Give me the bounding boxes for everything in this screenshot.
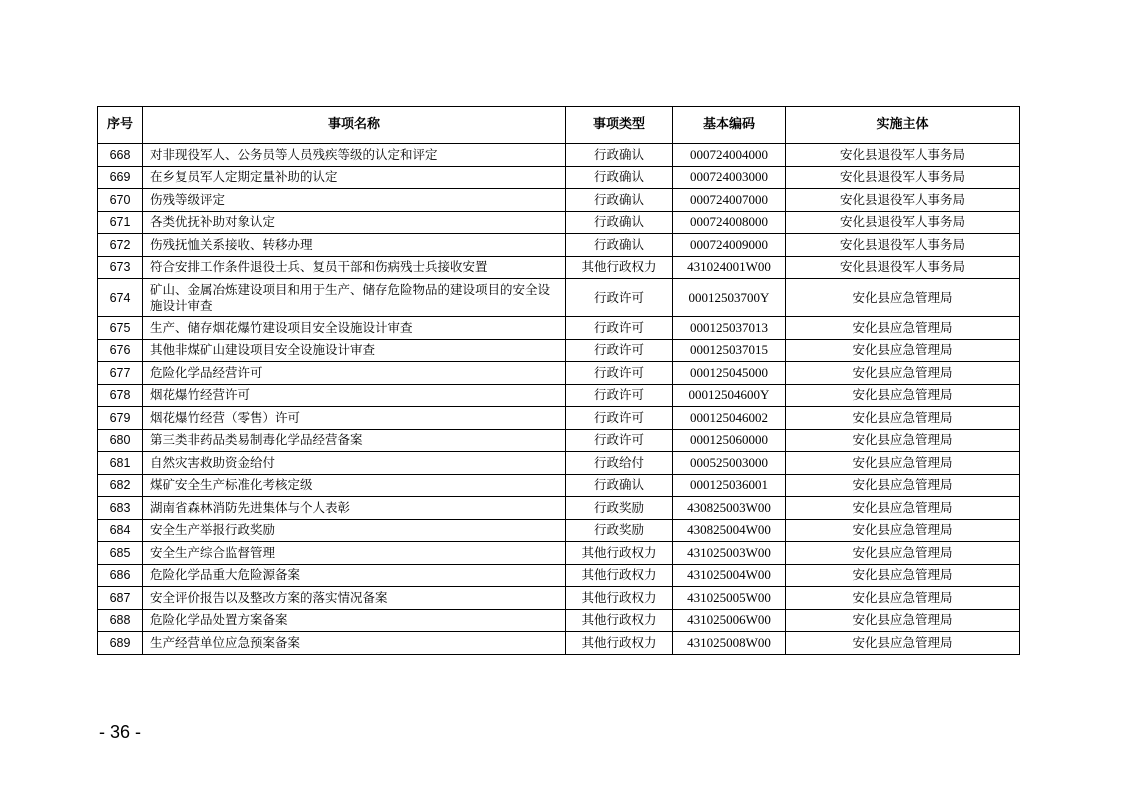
cell-org: 安化县应急管理局 — [786, 497, 1020, 520]
cell-org: 安化县应急管理局 — [786, 339, 1020, 362]
cell-org: 安化县退役军人事务局 — [786, 234, 1020, 257]
cell-name: 烟花爆竹经营（零售）许可 — [143, 407, 566, 430]
table-row — [98, 497, 1020, 520]
cell-name: 安全生产举报行政奖励 — [143, 519, 566, 542]
cell-type: 行政许可 — [566, 429, 673, 452]
cell-code: 000125060000 — [673, 429, 786, 452]
cell-org: 安化县应急管理局 — [786, 452, 1020, 475]
table-row — [98, 317, 1020, 340]
cell-type: 行政给付 — [566, 452, 673, 475]
cell-no: 673 — [98, 256, 143, 279]
cell-type: 行政奖励 — [566, 497, 673, 520]
table-row — [98, 587, 1020, 610]
cell-type: 行政确认 — [566, 474, 673, 497]
cell-code: 430825003W00 — [673, 497, 786, 520]
cell-type: 行政确认 — [566, 189, 673, 212]
table-row — [98, 407, 1020, 430]
cell-org: 安化县应急管理局 — [786, 279, 1020, 317]
cell-no: 671 — [98, 211, 143, 234]
cell-org: 安化县应急管理局 — [786, 407, 1020, 430]
cell-no: 686 — [98, 564, 143, 587]
cell-org: 安化县应急管理局 — [786, 564, 1020, 587]
cell-no: 689 — [98, 632, 143, 655]
cell-org: 安化县退役军人事务局 — [786, 144, 1020, 167]
cell-name: 符合安排工作条件退役士兵、复员干部和伤病残士兵接收安置 — [143, 256, 566, 279]
cell-code: 000125046002 — [673, 407, 786, 430]
cell-name: 烟花爆竹经营许可 — [143, 384, 566, 407]
cell-no: 677 — [98, 362, 143, 385]
table-row — [98, 542, 1020, 565]
cell-no: 672 — [98, 234, 143, 257]
cell-name: 矿山、金属冶炼建设项目和用于生产、储存危险物品的建设项目的安全设施设计审查 — [143, 279, 566, 317]
cell-code: 00012504600Y — [673, 384, 786, 407]
cell-org: 安化县应急管理局 — [786, 384, 1020, 407]
cell-type: 其他行政权力 — [566, 632, 673, 655]
table-body — [98, 144, 1020, 655]
cell-org: 安化县退役军人事务局 — [786, 211, 1020, 234]
table-row — [98, 429, 1020, 452]
cell-type: 其他行政权力 — [566, 564, 673, 587]
cell-org: 安化县退役军人事务局 — [786, 256, 1020, 279]
cell-code: 00012503700Y — [673, 279, 786, 317]
cell-org: 安化县应急管理局 — [786, 474, 1020, 497]
cell-org: 安化县应急管理局 — [786, 519, 1020, 542]
cell-type: 行政许可 — [566, 279, 673, 317]
cell-name: 伤残抚恤关系接收、转移办理 — [143, 234, 566, 257]
header-org: 实施主体 — [786, 107, 1020, 144]
cell-code: 000125036001 — [673, 474, 786, 497]
cell-no: 670 — [98, 189, 143, 212]
cell-org: 安化县应急管理局 — [786, 317, 1020, 340]
cell-code: 000724008000 — [673, 211, 786, 234]
cell-org: 安化县应急管理局 — [786, 609, 1020, 632]
cell-no: 682 — [98, 474, 143, 497]
table-row — [98, 474, 1020, 497]
header-no: 序号 — [98, 107, 143, 144]
cell-no: 685 — [98, 542, 143, 565]
cell-code: 431025003W00 — [673, 542, 786, 565]
cell-name: 对非现役军人、公务员等人员残疾等级的认定和评定 — [143, 144, 566, 167]
table-row — [98, 234, 1020, 257]
cell-no: 688 — [98, 609, 143, 632]
header-type: 事项类型 — [566, 107, 673, 144]
cell-code: 000525003000 — [673, 452, 786, 475]
cell-org: 安化县应急管理局 — [786, 542, 1020, 565]
cell-name: 其他非煤矿山建设项目安全设施设计审查 — [143, 339, 566, 362]
cell-code: 431024001W00 — [673, 256, 786, 279]
cell-type: 行政确认 — [566, 144, 673, 167]
cell-type: 其他行政权力 — [566, 587, 673, 610]
table-row — [98, 279, 1020, 317]
cell-code: 431025006W00 — [673, 609, 786, 632]
cell-code: 431025005W00 — [673, 587, 786, 610]
cell-no: 681 — [98, 452, 143, 475]
cell-type: 其他行政权力 — [566, 542, 673, 565]
cell-type: 行政许可 — [566, 384, 673, 407]
cell-name: 湖南省森林消防先进集体与个人表彰 — [143, 497, 566, 520]
cell-name: 在乡复员军人定期定量补助的认定 — [143, 166, 566, 189]
cell-code: 000125037015 — [673, 339, 786, 362]
header-name: 事项名称 — [143, 107, 566, 144]
cell-name: 安全评价报告以及整改方案的落实情况备案 — [143, 587, 566, 610]
cell-org: 安化县退役军人事务局 — [786, 166, 1020, 189]
cell-name: 危险化学品经营许可 — [143, 362, 566, 385]
table-row — [98, 166, 1020, 189]
cell-no: 674 — [98, 279, 143, 317]
cell-no: 687 — [98, 587, 143, 610]
cell-code: 000125037013 — [673, 317, 786, 340]
cell-name: 危险化学品重大危险源备案 — [143, 564, 566, 587]
cell-name: 自然灾害救助资金给付 — [143, 452, 566, 475]
cell-name: 各类优抚补助对象认定 — [143, 211, 566, 234]
cell-org: 安化县应急管理局 — [786, 362, 1020, 385]
table-row — [98, 452, 1020, 475]
cell-name: 第三类非药品类易制毒化学品经营备案 — [143, 429, 566, 452]
cell-org: 安化县应急管理局 — [786, 429, 1020, 452]
table-row — [98, 632, 1020, 655]
cell-name: 伤残等级评定 — [143, 189, 566, 212]
cell-name: 煤矿安全生产标准化考核定级 — [143, 474, 566, 497]
cell-type: 行政确认 — [566, 211, 673, 234]
cell-type: 行政确认 — [566, 234, 673, 257]
cell-code: 431025008W00 — [673, 632, 786, 655]
cell-code: 000724004000 — [673, 144, 786, 167]
table-row — [98, 256, 1020, 279]
table-header-row — [98, 107, 1020, 144]
cell-no: 676 — [98, 339, 143, 362]
table-row — [98, 211, 1020, 234]
cell-org: 安化县应急管理局 — [786, 587, 1020, 610]
cell-type: 行政许可 — [566, 339, 673, 362]
cell-code: 000125045000 — [673, 362, 786, 385]
header-code: 基本编码 — [673, 107, 786, 144]
cell-code: 000724003000 — [673, 166, 786, 189]
cell-no: 675 — [98, 317, 143, 340]
table-row — [98, 339, 1020, 362]
cell-type: 行政许可 — [566, 317, 673, 340]
cell-no: 668 — [98, 144, 143, 167]
table-row — [98, 609, 1020, 632]
table-row — [98, 384, 1020, 407]
cell-code: 431025004W00 — [673, 564, 786, 587]
table-row — [98, 564, 1020, 587]
cell-name: 安全生产综合监督管理 — [143, 542, 566, 565]
cell-name: 生产、储存烟花爆竹建设项目安全设施设计审查 — [143, 317, 566, 340]
cell-code: 000724009000 — [673, 234, 786, 257]
cell-type: 其他行政权力 — [566, 609, 673, 632]
item-list-table — [97, 106, 1020, 655]
cell-no: 678 — [98, 384, 143, 407]
cell-org: 安化县退役军人事务局 — [786, 189, 1020, 212]
cell-no: 679 — [98, 407, 143, 430]
cell-code: 000724007000 — [673, 189, 786, 212]
table-row — [98, 519, 1020, 542]
cell-type: 其他行政权力 — [566, 256, 673, 279]
cell-name: 危险化学品处置方案备案 — [143, 609, 566, 632]
cell-org: 安化县应急管理局 — [786, 632, 1020, 655]
cell-type: 行政确认 — [566, 166, 673, 189]
table-row — [98, 189, 1020, 212]
cell-no: 680 — [98, 429, 143, 452]
cell-no: 684 — [98, 519, 143, 542]
cell-type: 行政奖励 — [566, 519, 673, 542]
cell-no: 683 — [98, 497, 143, 520]
table-row — [98, 144, 1020, 167]
cell-name: 生产经营单位应急预案备案 — [143, 632, 566, 655]
cell-code: 430825004W00 — [673, 519, 786, 542]
cell-type: 行政许可 — [566, 362, 673, 385]
cell-no: 669 — [98, 166, 143, 189]
page-number: - 36 - — [99, 722, 142, 742]
table-row — [98, 362, 1020, 385]
cell-type: 行政许可 — [566, 407, 673, 430]
